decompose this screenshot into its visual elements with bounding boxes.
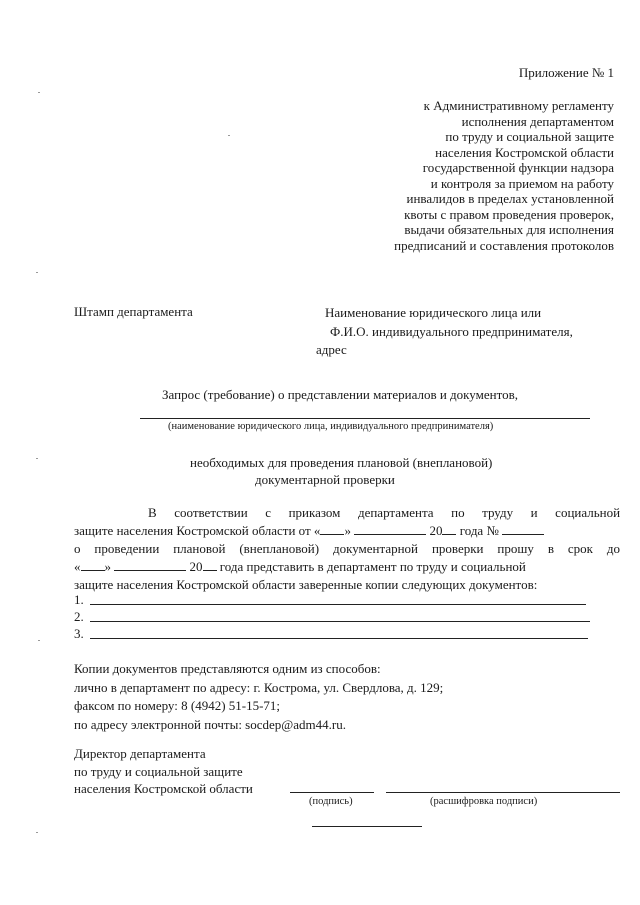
caption-line: предписаний и составления протоколов bbox=[394, 237, 614, 253]
appendix-title: Приложение № 1 bbox=[518, 65, 614, 80]
body-line-4: « » 20 года представить в департамент по труду и социальной bbox=[74, 559, 526, 574]
order-number-field[interactable] bbox=[502, 522, 544, 535]
caption-line: квоты с правом проведения проверок, bbox=[404, 206, 614, 222]
list-number: 2. bbox=[74, 609, 84, 624]
regulation-caption bbox=[394, 98, 614, 253]
legal-entity-name-line[interactable] bbox=[140, 418, 590, 419]
caption-line: государственной функции надзора bbox=[422, 160, 614, 175]
caption-line: к Административному регламенту bbox=[423, 98, 614, 113]
scan-speck bbox=[228, 135, 230, 136]
order-day-field[interactable] bbox=[320, 522, 344, 535]
scan-speck bbox=[36, 458, 38, 459]
addressee-line: Наименование юридического лица или bbox=[325, 305, 542, 320]
body-line-1: В соответствии с приказом департамента по труду и социальной bbox=[148, 505, 621, 520]
footer-rule bbox=[312, 826, 422, 827]
copies-line: факсом по номеру: 8 (4942) 51-15-71; bbox=[74, 698, 281, 713]
list-number: 1. bbox=[74, 592, 84, 607]
request-body bbox=[74, 504, 620, 594]
director-line: по труду и социальной защите bbox=[74, 763, 243, 779]
order-month-field[interactable] bbox=[354, 522, 426, 535]
addressee-block bbox=[313, 304, 573, 360]
list-number: 3. bbox=[74, 626, 84, 641]
caption-line: инвалидов в пределах установленной bbox=[406, 191, 614, 206]
document-list-item-3 bbox=[74, 626, 84, 642]
body-line-5: защите населения Костромской области заверенные копии следующих документов: bbox=[74, 577, 538, 592]
document-line-3[interactable] bbox=[90, 638, 588, 639]
document-list-item-2 bbox=[74, 609, 84, 625]
caption-line: и контроля за приемом на работу bbox=[430, 175, 614, 191]
request-title: Запрос (требование) о представлении материалов и документов, bbox=[162, 387, 518, 402]
request-purpose-line-2: документарной проверки bbox=[255, 472, 395, 487]
order-year-field[interactable] bbox=[442, 522, 456, 535]
request-purpose-line-1: необходимых для проведения плановой (внеплановой) bbox=[190, 455, 493, 470]
scan-speck bbox=[38, 92, 40, 93]
scan-speck bbox=[36, 272, 38, 273]
caption-line: по труду и социальной защите bbox=[445, 129, 614, 144]
caption-line: выдачи обязательных для исполнения bbox=[404, 222, 614, 237]
body-line-3: о проведении плановой (внеплановой) документарной проверки прошу в срок до bbox=[74, 541, 621, 556]
deadline-month-field[interactable] bbox=[114, 558, 186, 571]
scan-speck bbox=[36, 832, 38, 833]
copies-line: по адресу электронной почты: socdep@adm44.ru. bbox=[74, 716, 346, 732]
deadline-day-field[interactable] bbox=[81, 558, 105, 571]
director-block bbox=[74, 745, 253, 798]
signature-decode-hint: (расшифровка подписи) bbox=[430, 796, 538, 807]
stamp-label: Штамп департамента bbox=[74, 304, 193, 319]
document-line-2[interactable] bbox=[90, 621, 590, 622]
copies-line: Копии документов представляются одним из способов: bbox=[74, 661, 381, 676]
director-line: Директор департамента bbox=[74, 746, 206, 761]
document-list-item-1 bbox=[74, 592, 84, 608]
director-line: населения Костромской области bbox=[74, 781, 253, 796]
signature-decode-line[interactable] bbox=[386, 792, 620, 793]
copies-line: лично в департамент по адресу: г. Кострома, ул. Свердлова, д. 129; bbox=[74, 679, 444, 695]
caption-line: исполнения департаментом bbox=[461, 113, 614, 129]
signature-hint: (подпись) bbox=[309, 796, 353, 807]
legal-entity-name-hint: (наименование юридического лица, индивидуального предпринимателя) bbox=[168, 421, 494, 432]
addressee-line: адрес bbox=[316, 342, 347, 357]
copies-methods bbox=[74, 660, 443, 734]
caption-line: населения Костромской области bbox=[435, 144, 614, 160]
document-line-1[interactable] bbox=[90, 604, 586, 605]
signature-line[interactable] bbox=[290, 792, 374, 793]
scan-speck bbox=[38, 640, 40, 641]
deadline-year-field[interactable] bbox=[203, 558, 217, 571]
body-line-2: защите населения Костромской области от « » 20 года № bbox=[74, 522, 620, 540]
addressee-line: Ф.И.О. индивидуального предпринимателя, bbox=[330, 323, 573, 339]
